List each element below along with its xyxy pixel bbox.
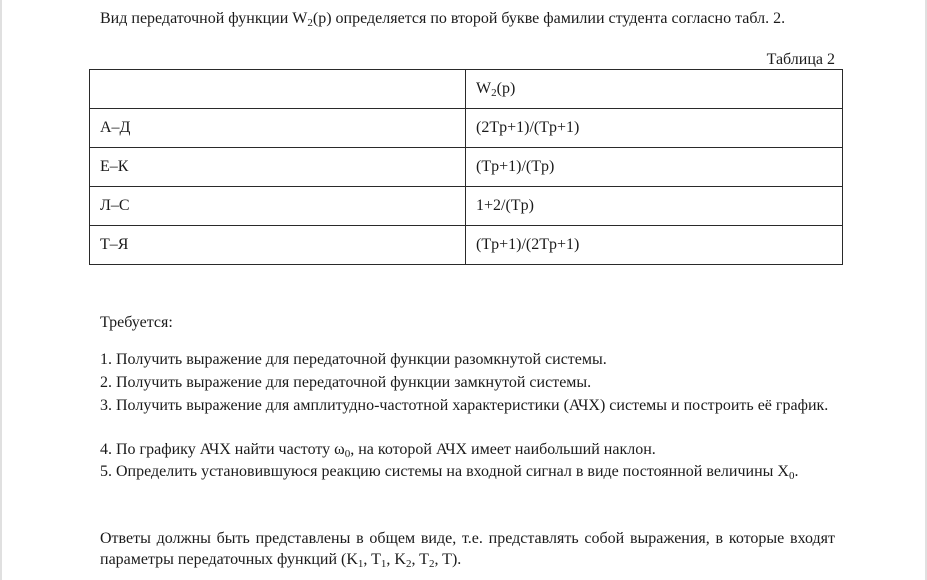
- required-heading: Требуется:: [100, 314, 173, 331]
- intro-paragraph: [100, 8, 835, 29]
- header-w-subscript: 2: [491, 87, 497, 99]
- task-4-text-start: 4. По графику АЧХ найти частоту ω: [100, 441, 345, 458]
- table-row: [90, 226, 843, 265]
- formula-cell: (Tp+1)/(Tp): [466, 148, 843, 187]
- k1-subscript: 1: [357, 558, 364, 570]
- transfer-function-table: [89, 69, 843, 265]
- letters-cell: Т–Я: [90, 226, 466, 265]
- task-3: 3. Получить выражение для амплитудно-частотной характеристики (АЧХ) системы и построить её график.: [100, 397, 829, 414]
- table-caption: Таблица 2: [766, 51, 835, 68]
- task-5-text-end: .: [794, 463, 799, 480]
- omega-subscript: 0: [344, 448, 351, 460]
- t2-subscript: 2: [428, 558, 435, 570]
- task-2: 2. Получить выражение для передаточной функции замкнутой системы.: [100, 374, 592, 391]
- task-4-text-end: , на которой АЧХ имеет наибольший наклон.: [350, 441, 656, 458]
- table-row: [90, 109, 843, 148]
- formula-cell: (Tp+1)/(2Tp+1): [466, 226, 843, 265]
- task-4: [100, 439, 835, 460]
- table-row: [90, 187, 843, 226]
- table-header-row: [90, 70, 843, 109]
- answers-text-end: , T).: [434, 551, 462, 568]
- header-w2-cell: [466, 70, 843, 109]
- answers-paragraph: [100, 528, 835, 570]
- table-row: [90, 148, 843, 187]
- header-p-text: (p): [496, 80, 516, 97]
- header-empty-cell: [90, 70, 466, 109]
- task-5: [100, 461, 835, 482]
- task-1: 1. Получить выражение для передаточной функции разомкнутой системы.: [100, 351, 607, 368]
- answers-sep-3: , T: [411, 551, 429, 568]
- x0-subscript: 0: [788, 470, 795, 482]
- letters-cell: Е–К: [90, 148, 466, 187]
- answers-text-start: Ответы должны быть представлены в общем виде, т.е. представлять собой выражения, в которые входят параметры передаточных функций (K: [100, 530, 835, 568]
- intro-text-end: (p) определяется по второй букве фамилии студента согласно табл. 2.: [312, 10, 786, 27]
- letters-cell: А–Д: [90, 109, 466, 148]
- t1-subscript: 1: [380, 558, 387, 570]
- answers-sep-1: , T: [363, 551, 381, 568]
- task-5-text-start: 5. Определить установившуюся реакцию системы на входной сигнал в виде постоянной величины X: [100, 463, 789, 480]
- intro-subscript: 2: [307, 17, 313, 29]
- letters-cell: Л–С: [90, 187, 466, 226]
- answers-sep-2: , K: [386, 551, 406, 568]
- k2-subscript: 2: [405, 558, 412, 570]
- intro-text-start: Вид передаточной функции W: [100, 10, 308, 27]
- formula-cell: 1+2/(Tp): [466, 187, 843, 226]
- formula-cell: (2Tp+1)/(Tp+1): [466, 109, 843, 148]
- header-w-text: W: [476, 80, 492, 97]
